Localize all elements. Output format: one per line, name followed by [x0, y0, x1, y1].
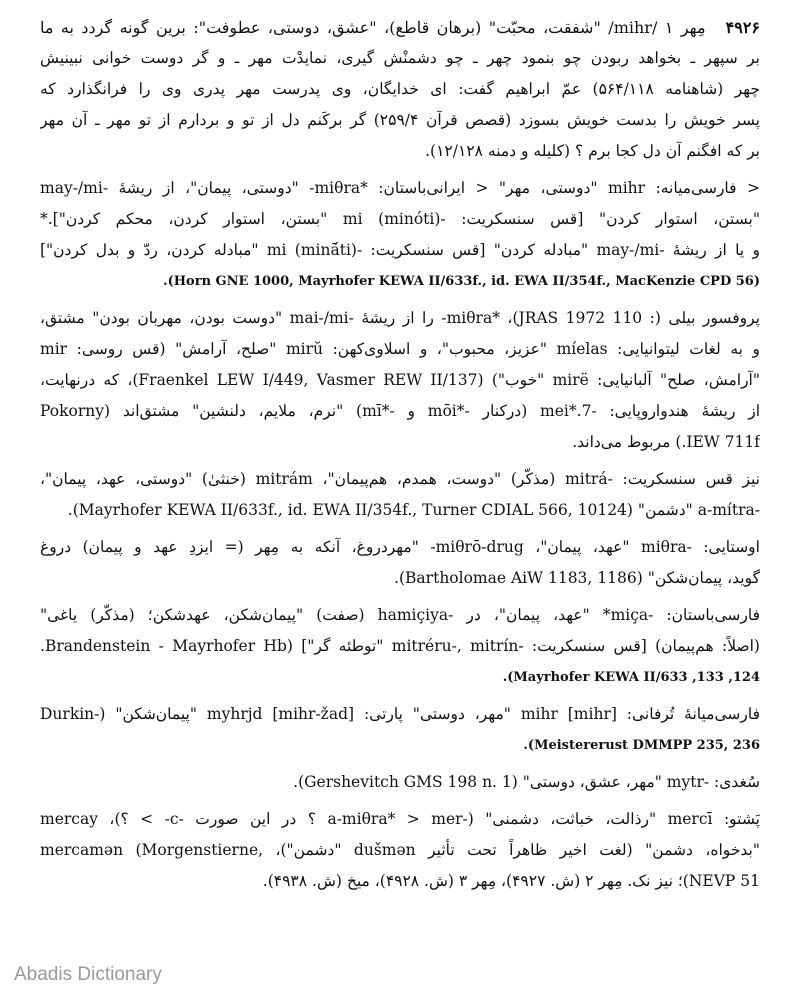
entry-line-5: بر که افگنم آن دل کجا برم ؟ (کلیله و دمنه ۱۲/۱۲۸). — [425, 142, 760, 160]
page-number: ۴۹۲۶ — [725, 18, 760, 37]
old-persian-line-1: فارسی‌باستان: -miça* "عهد، پیمان"، در -hamiçiya (صفت) "پیمان‌شکن، عهدشکن؛ (مذکّر) یاغی" — [40, 606, 760, 624]
old-persian-line-3: 124, 133, Mayrhofer KEWA II/633). — [502, 670, 760, 685]
bailey-line-3: "آرامش، صلح" آلبانیایی: mirë "خوب") (Fraenkel LEW I/449, Vasmer REW II/137)، که درنهایت، — [40, 371, 760, 389]
etymology-line-2: "بستن، استوار کردن" [قس سنسکریت: -mi (minóti) "بستن، استوار کردن، محکم کردن"].* — [40, 210, 760, 228]
etymology-line-1: < فارسی‌میانه: mihr "دوستی، مهر" < ایرانی‌باستان: *miθra- "دوستی، پیمان"، از ریشهٔ -may-/mi — [40, 179, 760, 197]
avestan-line-1: اوستایی: -miθra "عهد، پیمان"، miθrō-drug- "مهردروغ، آنکه به مِهر (= ایزدِ عهد و پیمان) دروغ — [40, 538, 760, 556]
turfan-line-2: Meistererust DMMPP 235, 236). — [523, 738, 760, 753]
etymology-line-4: (Horn GNE 1000, Mayrhofer KEWA II/633f., id. EWA II/354f., MacKenzie CPD 56). — [163, 274, 760, 289]
pashto-line-3: NEVP 51)؛ نیز نک. مِهر ۲ (ش. ۴۹۲۷)، مِهر ۳ (ش. ۴۹۲۸)، میخ (ش. ۴۹۳۸). — [262, 872, 760, 890]
pashto-line-1: پَشتو: mercī "رذالت، خباثت، دشمنی" (-a-miθra* > mer ؟ در این صورت -c- > ؟)، mercay — [40, 810, 760, 828]
old-persian-line-2: (اصلاً: هم‌پیمان) [قس سنسکریت: -mitréru-, mitrín "توطئه گر"] (Brandenstein - Mayrhofer Hb. — [40, 637, 760, 655]
turfan-line-1: فارسی‌میانهٔ تُرفانی: mihr [mihr] "مهر، دوستی" پارتی: myhrjd [mihr-žad] "پیمان‌شکن" (-Durkin — [40, 705, 760, 723]
bailey-line-1: پروفسور بیلی (: JRAS 1972 110)، *miθra- را از ریشهٔ -mai-/mi "دوست بودن، مهربان بودن" مشتق، — [40, 309, 760, 327]
etymology-line-3: و یا از ریشهٔ -may-/mi "مبادله کردن" [قس سنسکریت: -mi (minā́ti) "مبادله کردن، ردّ و بدل کردن"] — [40, 241, 760, 259]
entry-line-4: پسر خویش را بدست خویش بسوزد (قصص قرآن ۲۵۹/۴) گر برکَنم دل از تو و بردارم از تو مهر ـ آن مهر — [40, 111, 760, 129]
entry-line-3: چهر (شاهنامه ۵۶۴/۱۱۸) عمّ ابراهیم گفت: ای خدایگان، وی پدرست مهر پدری وی را فرانگذارد که — [40, 80, 760, 98]
bailey-line-4: از ریشهٔ هندواروپایی: -7.*mei (درکنار -*mōi و -*mī) "نرم، ملایم، دلنشین" مشتق‌اند (Pokorny — [40, 402, 760, 420]
sanskrit-line-2: -a-mítra "دشمن" (Mayrhofer KEWA II/633f., id. EWA II/354f., Turner CDIAL 566, 10124). — [67, 501, 760, 519]
sanskrit-line-1: نیز قس سنسکریت: -mitrá (مذکّر) "دوست، همدم، هم‌پیمان"، mitrám (خنثیٰ) "دوستی، عهد، پیمان"، — [40, 470, 760, 488]
bailey-line-2: و به لغات لیتوانیایی: míelas "عزیز، محبوب"، و اسلاوی‌کهن: mirŭ "صلح، آرامش" (قس روسی: mir — [40, 340, 760, 358]
entry-line-1 — [40, 12, 760, 43]
entry-headword-text: مِهر ۱ /mihr/ "شفقت، محبّت" (برهان قاطع)، "عشق، دوستی، عطوفت": برین گونه گردد به ما — [40, 18, 706, 37]
bailey-line-5: IEW 711f.) مربوط می‌داند. — [572, 433, 760, 451]
avestan-line-2: گوید، پیمان‌شکن" (Bartholomae AiW 1183, 1186). — [394, 569, 760, 587]
entry-line-2: بر سپهر ـ بخواهد ربودن چو بنمود چهر ـ چو دشمنْش گیری، نمایدْت مهر ـ و گر دوست خوانی نبینیش — [40, 49, 760, 67]
watermark: Abadis Dictionary — [14, 964, 162, 985]
pashto-line-2: "بدخواه، دشمن" (لغت اخیر ظاهراً تحت تأثیر dušmən "دشمن")، ,mercamən (Morgenstierne — [40, 841, 760, 859]
sogdian-line: سُغدی: -mytr "مهر، عشق، دوستی" (Gershevitch GMS 198 n. 1). — [293, 773, 760, 791]
